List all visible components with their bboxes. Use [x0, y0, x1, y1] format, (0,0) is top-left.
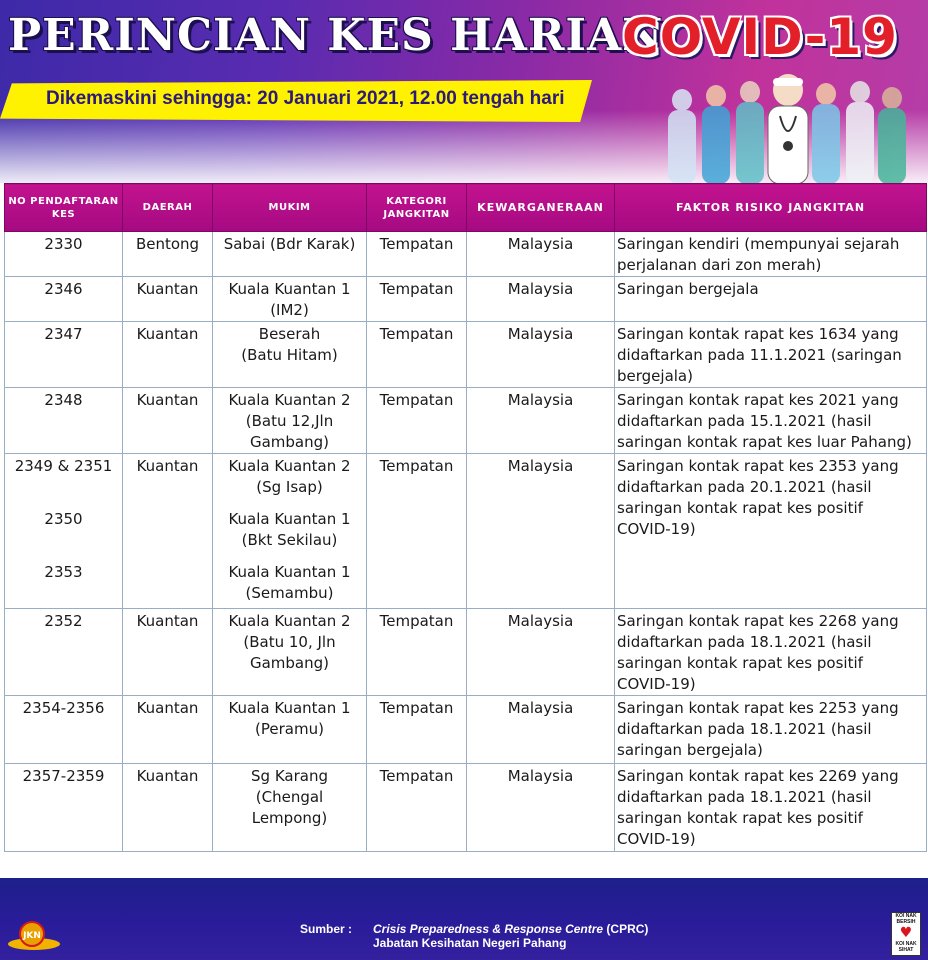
cell-risiko: [615, 232, 927, 277]
cell-risiko-line: didaftarkan pada 18.1.2021 (hasil: [617, 633, 872, 651]
cell-mukim-line: (Peramu): [255, 720, 324, 738]
cell-mukim-line: Beserah: [258, 325, 321, 343]
cell-risiko-line: didaftarkan pada 15.1.2021 (hasil: [617, 412, 872, 430]
cell-no: [5, 322, 123, 388]
table-row: [5, 388, 927, 454]
cell-risiko-line: saringan bergejala): [617, 741, 763, 759]
source-label: Sumber :: [300, 922, 353, 936]
cell-kategori: Tempatan: [367, 232, 467, 277]
cell-risiko-line: saringan kontak rapat kes positif: [617, 654, 863, 672]
cell-no-line: 2350: [44, 510, 83, 528]
cell-no: [5, 764, 123, 852]
cell-mukim-line: (Batu Hitam): [241, 346, 338, 364]
cell-risiko-line: didaftarkan pada 11.1.2021 (saringan: [617, 346, 902, 364]
table-row: [5, 277, 927, 322]
cell-no-line: 2353: [44, 563, 83, 581]
cell-mukim-line: (Semambu): [245, 584, 334, 602]
cell-no-line: 2330: [44, 235, 83, 253]
cell-mukim-line: (IM2): [270, 301, 309, 319]
source-department: Jabatan Kesihatan Negeri Pahang: [373, 936, 567, 950]
cell-no-line: 2346: [44, 280, 83, 298]
cell-mukim: [213, 609, 367, 696]
col-header-risiko: FAKTOR RISIKO JANGKITAN: [615, 184, 927, 232]
cell-warga: Malaysia: [467, 454, 615, 609]
cell-risiko: [615, 388, 927, 454]
cell-mukim-line: Kuala Kuantan 1: [228, 510, 351, 528]
cell-mukim-line: Kuala Kuantan 2: [228, 391, 351, 409]
cell-risiko-line: COVID-19): [617, 520, 696, 538]
update-timestamp: Dikemaskini sehingga: 20 Januari 2021, 12.00 tengah hari: [46, 88, 565, 109]
cell-risiko-line: Saringan kontak rapat kes 2021 yang: [617, 391, 899, 409]
cell-mukim: [213, 388, 367, 454]
cell-risiko-line: saringan kontak rapat kes positif: [617, 499, 863, 517]
cell-no: [5, 277, 123, 322]
cell-kategori: Tempatan: [367, 277, 467, 322]
cell-no-line: 2348: [44, 391, 83, 409]
source-text: [373, 922, 648, 950]
cell-kategori: Tempatan: [367, 764, 467, 852]
cell-mukim: [213, 232, 367, 277]
table-row: [5, 696, 927, 764]
table-row: [5, 454, 927, 609]
heart-icon: ♥: [899, 925, 913, 941]
cell-mukim: [213, 764, 367, 852]
cell-risiko: [615, 277, 927, 322]
cell-mukim: [213, 322, 367, 388]
cell-daerah: Kuantan: [123, 388, 213, 454]
cell-daerah: Kuantan: [123, 454, 213, 609]
cell-no: [5, 609, 123, 696]
medical-staff-illustration: [660, 72, 916, 184]
badge-top-text: KOI NAK BERSIH: [895, 913, 917, 925]
cell-mukim-line: Gambang): [249, 654, 330, 672]
cell-warga: Malaysia: [467, 696, 615, 764]
col-header-mukim: MUKIM: [213, 184, 367, 232]
cell-warga: Malaysia: [467, 277, 615, 322]
cell-daerah: Kuantan: [123, 322, 213, 388]
cell-kategori: Tempatan: [367, 322, 467, 388]
cell-mukim-line: (Batu 10, Jln: [243, 633, 336, 651]
cell-mukim: [213, 696, 367, 764]
cell-mukim-line: Kuala Kuantan 1: [228, 280, 351, 298]
badge-bottom-text: KOI NAK SIHAT: [895, 941, 917, 953]
source-org: Crisis Preparedness & Response Centre: [373, 922, 604, 936]
col-header-kategori: KATEGORI JANGKITAN: [367, 184, 467, 232]
cell-risiko: [615, 454, 927, 609]
cell-risiko-line: didaftarkan pada 20.1.2021 (hasil: [617, 478, 872, 496]
jkn-logo: [6, 920, 62, 954]
cell-mukim-line: (Bkt Sekilau): [241, 531, 338, 549]
cell-risiko-line: saringan kontak rapat kes luar Pahang): [617, 433, 912, 451]
cell-risiko-line: Saringan kontak rapat kes 2268 yang: [617, 612, 899, 630]
cell-no-line: 2357-2359: [22, 767, 105, 785]
table-body: [5, 232, 927, 852]
cell-gap: [217, 551, 362, 562]
table-row: [5, 764, 927, 852]
cell-daerah: Kuantan: [123, 696, 213, 764]
cell-risiko-line: Saringan kendiri (mempunyai sejarah: [617, 235, 900, 253]
cell-daerah: Kuantan: [123, 609, 213, 696]
cell-daerah: Bentong: [123, 232, 213, 277]
cell-risiko-line: perjalanan dari zon merah): [617, 256, 822, 274]
cell-risiko-line: bergejala): [617, 367, 693, 385]
cell-mukim-line: Gambang): [249, 433, 330, 451]
cell-risiko-line: didaftarkan pada 18.1.2021 (hasil: [617, 788, 872, 806]
table-row: [5, 609, 927, 696]
cell-daerah: Kuantan: [123, 764, 213, 852]
col-header-no: NO PENDAFTARAN KES: [5, 184, 123, 232]
cell-risiko-line: didaftarkan pada 18.1.2021 (hasil: [617, 720, 872, 738]
cell-warga: Malaysia: [467, 388, 615, 454]
col-header-daerah: DAERAH: [123, 184, 213, 232]
cell-mukim: [213, 277, 367, 322]
cell-no-line: 2354-2356: [22, 699, 105, 717]
covid-title: COVID-19: [622, 8, 898, 66]
cell-mukim-line: Sg Karang: [251, 767, 328, 785]
cell-risiko: [615, 764, 927, 852]
cell-warga: Malaysia: [467, 322, 615, 388]
koi-nak-sihat-badge: [891, 912, 921, 956]
cell-no-line: 2349 & 2351: [14, 457, 113, 475]
cell-risiko: [615, 609, 927, 696]
cell-no: [5, 696, 123, 764]
cell-no-line: 2352: [44, 612, 83, 630]
cell-mukim-line: Kuala Kuantan 2: [228, 457, 351, 475]
cell-kategori: Tempatan: [367, 609, 467, 696]
cell-risiko-line: Saringan kontak rapat kes 2269 yang: [617, 767, 899, 785]
cell-risiko-line: COVID-19): [617, 830, 696, 848]
cell-no: [5, 232, 123, 277]
cell-risiko-line: Saringan kontak rapat kes 2253 yang: [617, 699, 899, 717]
cell-risiko-line: COVID-19): [617, 675, 696, 693]
cell-kategori: Tempatan: [367, 454, 467, 609]
cell-warga: Malaysia: [467, 609, 615, 696]
cell-gap: [217, 498, 362, 509]
case-table-wrapper: [4, 183, 926, 846]
cell-no: [5, 388, 123, 454]
case-table: [4, 183, 927, 852]
cell-kategori: Tempatan: [367, 696, 467, 764]
cell-risiko: [615, 322, 927, 388]
col-header-warga: KEWARGANERAAN: [467, 184, 615, 232]
cell-mukim-line: (Batu 12,Jln: [245, 412, 334, 430]
table-header-row: [5, 184, 927, 232]
cell-mukim-line: Kuala Kuantan 1: [228, 699, 351, 717]
table-row: [5, 232, 927, 277]
cell-risiko-line: Saringan bergejala: [617, 280, 759, 298]
page-title: PERINCIAN KES HARIAN: [8, 10, 664, 61]
jkn-logo-text: JKN: [23, 931, 41, 941]
cell-mukim: [213, 454, 367, 609]
cell-mukim-line: Sabai (Bdr Karak): [223, 235, 356, 253]
source-org-abbr: (CPRC): [603, 922, 649, 936]
cell-mukim-line: (Sg Isap): [256, 478, 323, 496]
cell-no: [5, 454, 123, 609]
cell-daerah: Kuantan: [123, 277, 213, 322]
cell-mukim-line: Kuala Kuantan 1: [228, 563, 351, 581]
cell-risiko-line: Saringan kontak rapat kes 1634 yang: [617, 325, 899, 343]
cell-risiko-line: Saringan kontak rapat kes 2353 yang: [617, 457, 899, 475]
cell-warga: Malaysia: [467, 764, 615, 852]
table-row: [5, 322, 927, 388]
cell-mukim-line: Kuala Kuantan 2: [228, 612, 351, 630]
cell-risiko-line: saringan kontak rapat kes positif: [617, 809, 863, 827]
cell-mukim-line: (Chengal Lempong): [251, 788, 328, 827]
cell-risiko: [615, 696, 927, 764]
cell-no-line: 2347: [44, 325, 83, 343]
cell-warga: Malaysia: [467, 232, 615, 277]
cell-kategori: Tempatan: [367, 388, 467, 454]
